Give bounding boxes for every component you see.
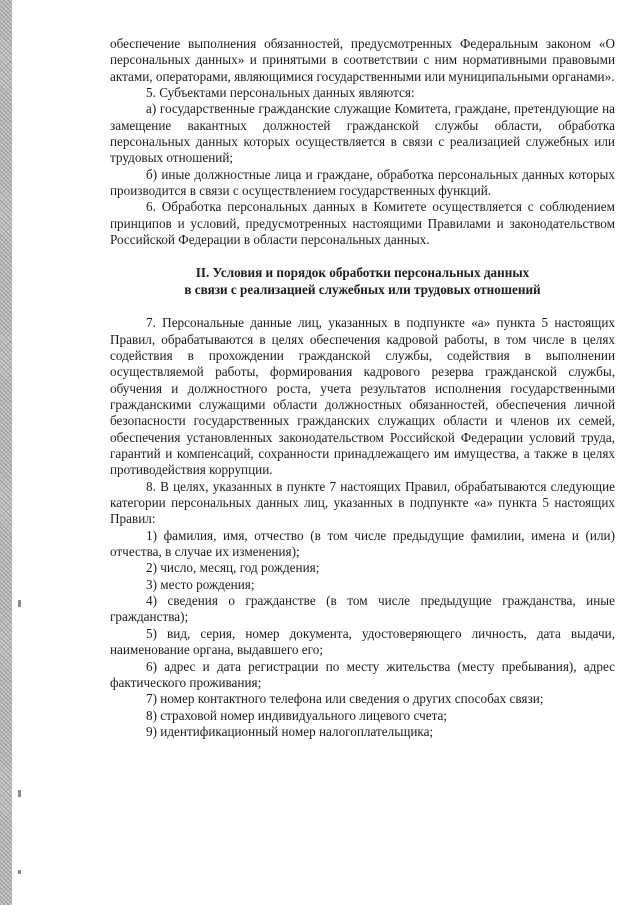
list-item: 4) сведения о гражданстве (в том числе предыдущие гражданства, иные гражданства); <box>110 593 615 625</box>
paragraph-5a: а) государственные гражданские служащие Комитета, граждане, претендующие на замещение вакантных должностей гражданской службы области, обработка персональных данных которых осуществляется в связи с реализацией служебных или трудовых отношений; <box>110 101 615 166</box>
scan-speck <box>18 790 21 797</box>
scan-speck <box>18 870 21 874</box>
list-item: 1) фамилия, имя, отчество (в том числе предыдущие фамилии, имена и (или) отчества, в случае их изменения); <box>110 527 615 560</box>
section-heading-line-1: II. Условия и порядок обработки персональных данных <box>195 265 530 281</box>
paragraph-5: 5. Субъектами персональных данных являются: <box>146 85 415 101</box>
section-heading <box>110 265 615 298</box>
paragraph-continuation: обеспечение выполнения обязанностей, предусмотренных Федеральным законом «О персональных данных» и принятыми в соответствии с ним нормативными правовыми актами, операторами, являющимися государственными или муниципальными органами». <box>110 36 615 84</box>
list-item: 3) место рождения; <box>146 576 255 592</box>
paragraph-6: 6. Обработка персональных данных в Комитете осуществляется с соблюдением принципов и условий, предусмотренных настоящими Правилами и законодательством Российской Федерации в области персональных данных. <box>110 199 615 248</box>
scan-speck <box>18 600 21 607</box>
paragraph-8: 8. В целях, указанных в пункте 7 настоящих Правил, обрабатываются следующие категории персональных данных лиц, указанных в подпункте «а» пункта 5 настоящих Правил: <box>110 478 615 527</box>
list-item: 9) идентификационный номер налогоплательщика; <box>146 723 434 739</box>
scan-edge-texture <box>0 0 12 905</box>
list-item: 2) число, месяц, год рождения; <box>146 560 320 576</box>
document-page <box>110 36 615 740</box>
list-item: 8) страховой номер индивидуального лицевого счета; <box>146 707 448 723</box>
list-item: 7) номер контактного телефона или сведения о других способах связи; <box>146 691 544 707</box>
section-heading-line-2: в связи с реализацией служебных или трудовых отношений <box>184 281 541 297</box>
paragraph-7: 7. Персональные данные лиц, указанных в подпункте «а» пункта 5 настоящих Правил, обрабатываются в целях обеспечения кадровой работы, в том числе в целях содействия в прохождении гражданской службы, содействия в выполнении осуществляемой работы, формирования кадрового резерва гражданской службы, обучения и должностного роста, учета результатов исполнения государственными гражданскими служащими области должностных обязанностей, обеспечения личной безопасности государственных гражданских служащих области и членов их семей, обеспечения установленных законодательством Российской Федерации условий труда, гарантий и компенсаций, сохранности принадлежащего им имущества, а также в целях противодействия коррупции. <box>110 315 615 478</box>
paragraph-5b: б) иные должностные лица и граждане, обработка персональных данных которых производится в связи с осуществлением государственных функций. <box>110 166 615 199</box>
list-item: 5) вид, серия, номер документа, удостоверяющего личность, дата выдачи, наименование органа, выдавшего его; <box>110 625 615 658</box>
list-item: 6) адрес и дата регистрации по месту жительства (месту пребывания), адрес фактического проживания; <box>110 658 615 690</box>
